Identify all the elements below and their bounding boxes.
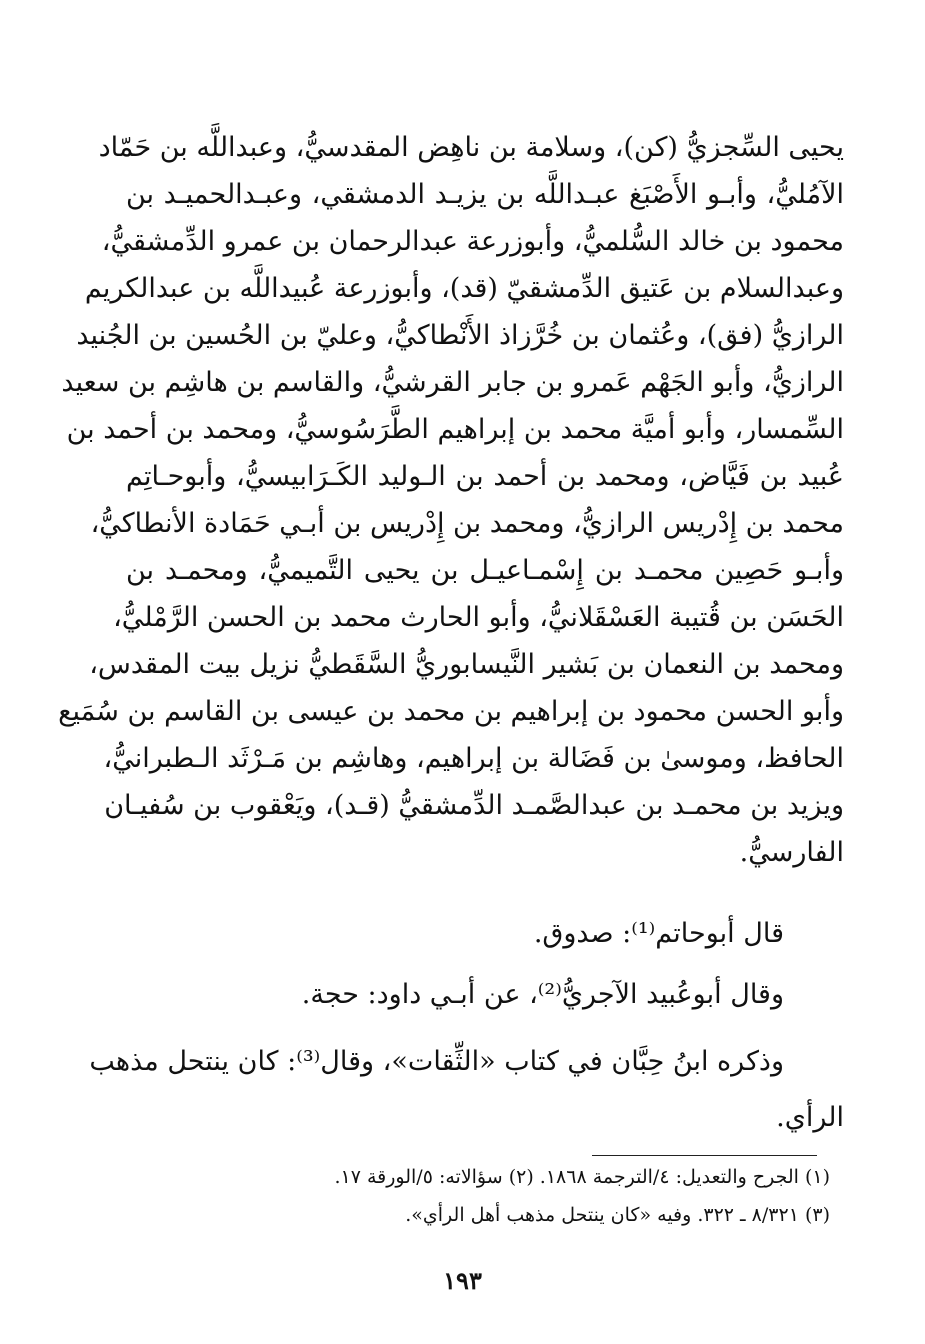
text-line: الآمُليُّ، وأبـو الأَصْبَغ عبـداللَّه بن يزيـد الدمشقي، وعبـدالحميـد بن [126,179,844,210]
text-line: وقال أبوعُبيد الآجريُّ⁽²⁾، عن أبـي داود: حجة. [301,979,784,1010]
text-line: محمد بن إِدْريس الرازيُّ، ومحمد بن إِدْريس بن أبـي حَمَادة الأنطاكيُّ، [90,508,844,539]
text-line: وأبـو حَصِين محمـد بن إِسْمـاعيـل بن يحيى التَّميميُّ، ومحمـد بن [126,555,844,586]
text-line: يحيى السِّجزيُّ (كن)، وسلامة بن ناهِض المقدسيُّ، وعبداللَّه بن حَمّاد [98,132,844,163]
quote-ajurri [126,971,844,1018]
quote-ibn-hibban [89,1034,844,1146]
footnote-line: (٣) ٨/٣٢١ ـ ٣٢٢. وفيه «كان ينتحل مذهب أهل الرأي». [405,1204,830,1226]
text-line: وذكره ابنُ حِبَّان في كتاب «الثِّقات»، وقال⁽³⁾: كان ينتحل مذهب [89,1046,784,1077]
text-line: الحافظ، وموسىٰ بن فَضَالة بن إبراهيم، وهاشِم بن مَـرْثَد الـطبرانيُّ، [103,743,844,774]
text-line: ومحمد بن النعمان بن بَشير النَّيسابوريُّ السَّقَطيُّ نزيل بيت المقدس، [89,649,844,680]
quote-abu-hatim [126,910,844,957]
text-line: وأبو الحسن محمود بن إبراهيم بن محمد بن عيسى بن القاسم بن سُمَيع [58,696,844,727]
text-line: الحَسَن بن قُتيبة العَسْقَلانيُّ، وأبو الحارث محمد بن الحسن الرَّمْليُّ، [113,602,844,633]
text-line: عُبيد بن فَيَّاض، ومحمد بن أحمد بن الـوليد الكَـرَابيسيُّ، وأبوحـاتِم [126,461,844,492]
text-line: السِّمسار، وأبو أميَّة محمد بن إبراهيم الطَّرَسُوسيُّ، ومحمد بن أحمد بن [66,414,844,445]
biography-paragraph [58,124,844,876]
text-line: الفارسيُّ. [739,837,844,868]
text-line: محمود بن خالد السُّلميُّ، وأبوزرعة عبدالرحمان بن عمرو الدِّمشقيُّ، [101,226,844,257]
text-line: الرازيُّ، وأبو الجَهْم عَمرو بن جابر القرشيُّ، والقاسم بن هاشِم بن سعيد [61,367,844,398]
footnote-line: (١) الجرح والتعديل: ٤/الترجمة ١٨٦٨. (٢) سؤالاته: ٥/الورقة ١٧. [334,1166,830,1188]
footnote-separator [592,1155,817,1156]
text-line: الرازيُّ (فق)، وعُثمان بن خُرَّزاذ الأَنْطاكيُّ، وعليّ بن الحُسين بن الجُنيد [76,320,844,351]
text-line: قال أبوحاتم⁽¹⁾: صدوق. [533,918,784,949]
text-line: ويزيد بن محمـد بن عبدالصَّمـد الدِّمشقيُّ (قـد)، ويَعْقوب بن سُفيـان [104,790,844,821]
text-line: وعبدالسلام بن عَتيق الدِّمشقيّ (قد)، وأبوزرعة عُبيداللَّه بن عبدالكريم [84,273,844,304]
text-line: الرأي. [776,1102,844,1133]
page-number: ١٩٣ [443,1266,482,1295]
